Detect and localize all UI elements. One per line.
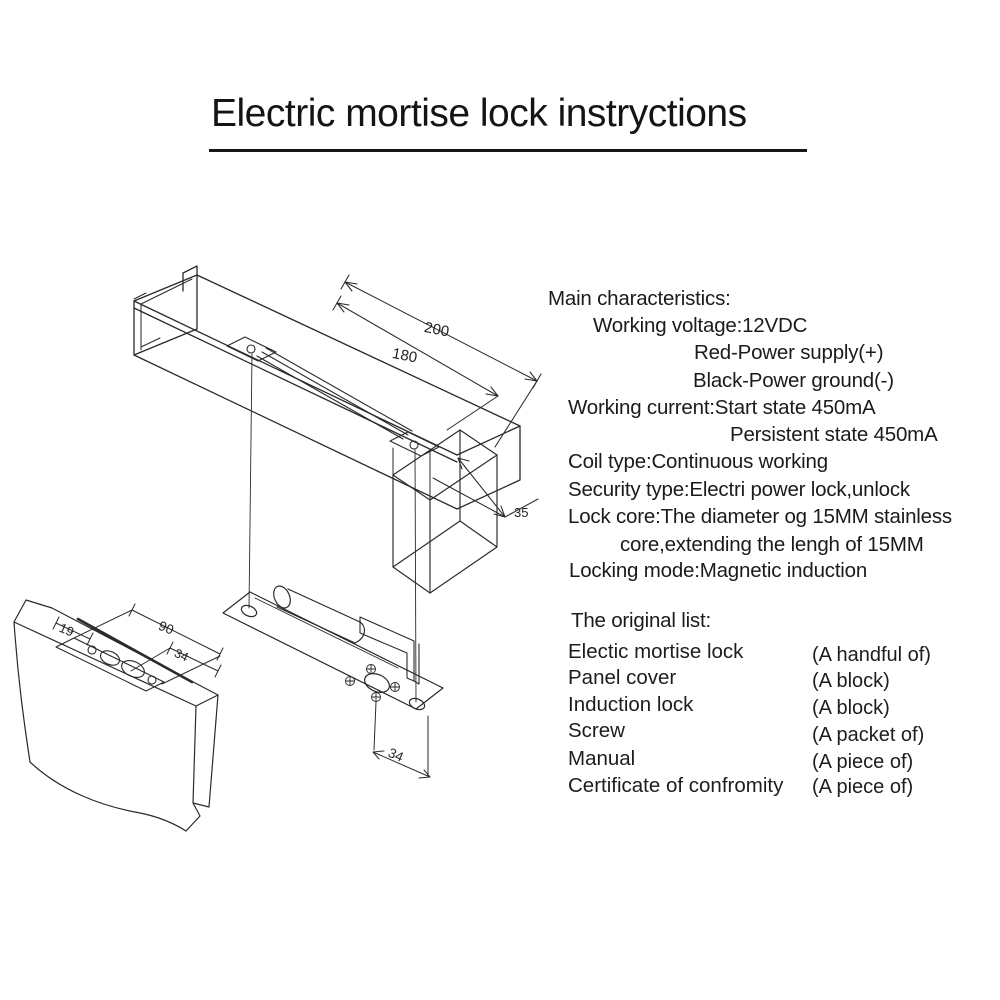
door-dimension-lines bbox=[53, 604, 223, 684]
dim-label-34-door: 34 bbox=[172, 646, 191, 665]
lock-body-box bbox=[393, 430, 497, 593]
dim-label-200: 200 bbox=[422, 319, 451, 341]
list-item-name: Electic mortise lock bbox=[568, 640, 744, 663]
list-item-name: Certificate of confromity bbox=[568, 774, 784, 797]
dimension-line-34-faceplate bbox=[373, 702, 430, 778]
list-item-qty: (A piece of) bbox=[812, 776, 914, 798]
dim-label-35: 35 bbox=[514, 505, 529, 520]
spec-line: Locking mode:Magnetic induction bbox=[569, 559, 868, 582]
strike-plate bbox=[56, 638, 164, 691]
list-item-qty: (A block) bbox=[812, 670, 890, 692]
spec-line: Coil type:Continuous working bbox=[568, 450, 828, 473]
faceplate-mount-hole-left bbox=[240, 603, 259, 619]
slot-screw-hole-left bbox=[247, 345, 255, 353]
title-underline bbox=[209, 149, 807, 152]
list-item-name: Screw bbox=[568, 719, 625, 742]
faceplate-mount-hole-right bbox=[408, 696, 427, 712]
door-frame-beam bbox=[134, 266, 520, 509]
dim-label-34-faceplate: 34 bbox=[385, 745, 406, 765]
lock-core-hole bbox=[362, 670, 393, 696]
door-leaf bbox=[14, 600, 223, 831]
list-item-name: Manual bbox=[568, 747, 636, 770]
projection-lines bbox=[249, 354, 416, 702]
lock-bolt-cylinder bbox=[270, 583, 364, 643]
spec-line: Security type:Electri power lock,unlock bbox=[568, 478, 910, 501]
spec-line: Red-Power supply(+) bbox=[694, 341, 884, 364]
spec-line: Black-Power ground(-) bbox=[693, 369, 894, 392]
dim-label-180: 180 bbox=[390, 345, 419, 367]
list-item-qty: (A piece of) bbox=[812, 751, 914, 773]
list-item-qty: (A packet of) bbox=[812, 724, 925, 746]
list-item-qty: (A block) bbox=[812, 697, 890, 719]
spec-line: core,extending the lengh of 15MM bbox=[620, 533, 924, 556]
original-list-heading: The original list: bbox=[571, 609, 711, 632]
faceplate bbox=[223, 583, 443, 778]
spec-line: Working voltage:12VDC bbox=[593, 314, 808, 337]
spec-line: Persistent state 450mA bbox=[730, 423, 938, 446]
spec-line: Working current:Start state 450mA bbox=[568, 396, 876, 419]
list-item-name: Panel cover bbox=[568, 666, 677, 689]
list-item-qty: (A handful of) bbox=[812, 644, 931, 666]
spec-line: Lock core:The diameter og 15MM stainless bbox=[568, 505, 952, 528]
page-title: Electric mortise lock instryctions bbox=[211, 92, 747, 135]
list-item-name: Induction lock bbox=[568, 693, 694, 716]
specs-heading: Main characteristics: bbox=[548, 287, 731, 310]
dim-label-90: 90 bbox=[156, 618, 176, 638]
dim-label-19: 19 bbox=[56, 620, 77, 640]
screw-holes bbox=[346, 665, 400, 702]
